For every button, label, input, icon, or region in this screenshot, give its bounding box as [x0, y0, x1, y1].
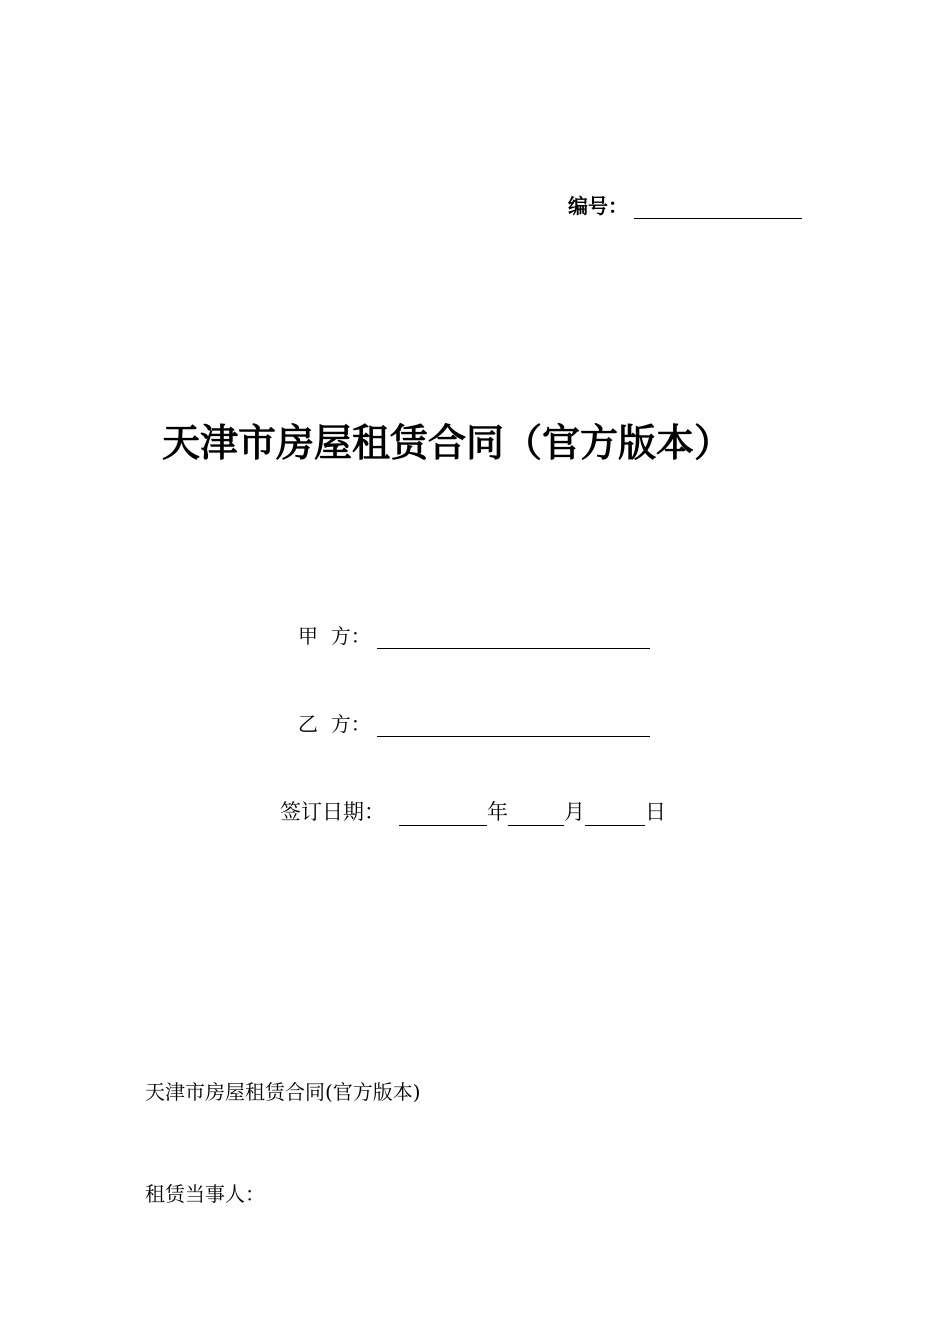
- body-title: 天津市房屋租赁合同(官方版本): [145, 1080, 421, 1104]
- day-label: 日: [645, 800, 666, 824]
- party-b-blank: [377, 716, 650, 737]
- year-blank: [399, 805, 487, 826]
- document-number-blank: [634, 198, 802, 219]
- contract-title: 天津市房屋租赁合同（官方版本）: [162, 421, 733, 465]
- month-label: 月: [564, 800, 585, 824]
- day-blank: [585, 805, 645, 826]
- party-b-row: [298, 708, 650, 737]
- party-b-label: 乙 方：: [298, 712, 371, 736]
- party-a-row: [298, 620, 650, 649]
- year-label: 年: [487, 800, 508, 824]
- document-number: [568, 190, 802, 219]
- party-a-blank: [377, 628, 650, 649]
- parties-heading: 租赁当事人：: [145, 1182, 265, 1206]
- sign-date-row: [280, 796, 666, 826]
- month-blank: [508, 805, 564, 826]
- document-number-label: 编号：: [568, 194, 628, 218]
- sign-date-label: 签订日期：: [280, 800, 385, 824]
- party-a-label: 甲 方：: [298, 624, 371, 648]
